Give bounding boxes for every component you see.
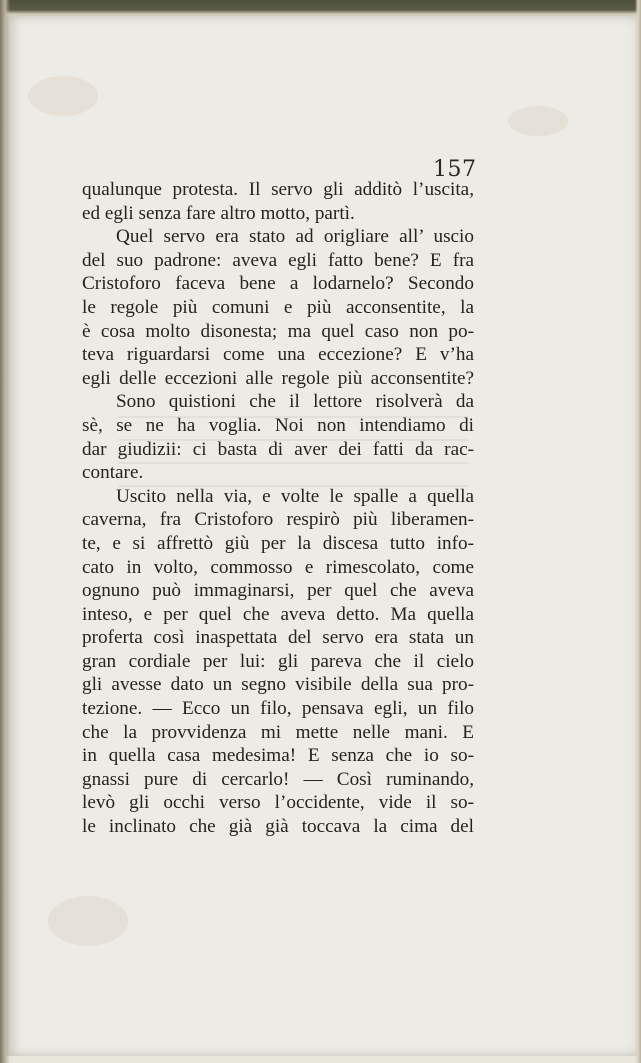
text-line: egli delle eccezioni alle regole più acconsentite? [82, 367, 474, 389]
text-line: Quel servo era stato ad origliare all’ uscio [116, 226, 474, 248]
text-line: Sono quistioni che il lettore risolverà da [116, 391, 474, 413]
paper-stain [508, 106, 568, 136]
text-line: inteso, e per quel che aveva detto. Ma quella [82, 603, 474, 625]
text-line: è cosa molto disonesta; ma quel caso non po- [82, 320, 474, 342]
text-line: ed egli senza fare altro motto, partì. [82, 202, 355, 224]
text-line: Cristoforo faceva bene a lodarnelo? Secondo [82, 273, 474, 295]
text-line: Uscito nella via, e volte le spalle a quella [116, 485, 474, 507]
paper-stain [28, 76, 98, 116]
page-number: 157 [433, 157, 477, 182]
text-line: levò gli occhi verso l’occidente, vide il so- [82, 792, 474, 814]
text-line: che la provvidenza mi mette nelle mani. E [82, 721, 474, 743]
text-line: ognuno può immaginarsi, per quel che aveva [82, 580, 474, 602]
text-line: gnassi pure di cercarlo! — Così ruminando, [82, 768, 474, 790]
text-line: gli avesse dato un segno visibile della sua pro- [82, 674, 474, 696]
body-text [82, 178, 474, 839]
text-line: qualunque protesta. Il servo gli additò l’uscita, [82, 179, 474, 200]
text-line: del suo padrone: aveva egli fatto bene? E fra [82, 249, 474, 271]
text-line: caverna, fra Cristoforo respirò più liberamen- [82, 509, 474, 531]
text-line: contare. [82, 462, 144, 484]
text-line: tezione. — Ecco un filo, pensava egli, un filo [82, 698, 474, 720]
text-line: dar giudizii: ci basta di aver dei fatti da rac- [82, 438, 474, 460]
text-line: gran cordiale per lui: gli pareva che il cielo [82, 650, 474, 672]
text-line: te, e si affrettò giù per la discesa tutto info- [82, 532, 474, 554]
text-line: le regole più comuni e più acconsentite, la [82, 296, 474, 318]
paper-stain [48, 896, 128, 946]
text-line: le inclinato che già già toccava la cima del [82, 816, 474, 838]
text-line: sè, se ne ha voglia. Noi non intendiamo di [82, 414, 474, 436]
text-line: teva riguardarsi come una eccezione? E v’ha [82, 344, 474, 366]
text-line: proferta così inaspettata del servo era stata un [82, 627, 474, 649]
text-line: in quella casa medesima! E senza che io so- [82, 745, 474, 767]
binding-shadow [0, 0, 10, 1063]
page-edge [635, 0, 641, 1063]
text-line: cato in volto, commosso e rimescolato, come [82, 556, 474, 578]
